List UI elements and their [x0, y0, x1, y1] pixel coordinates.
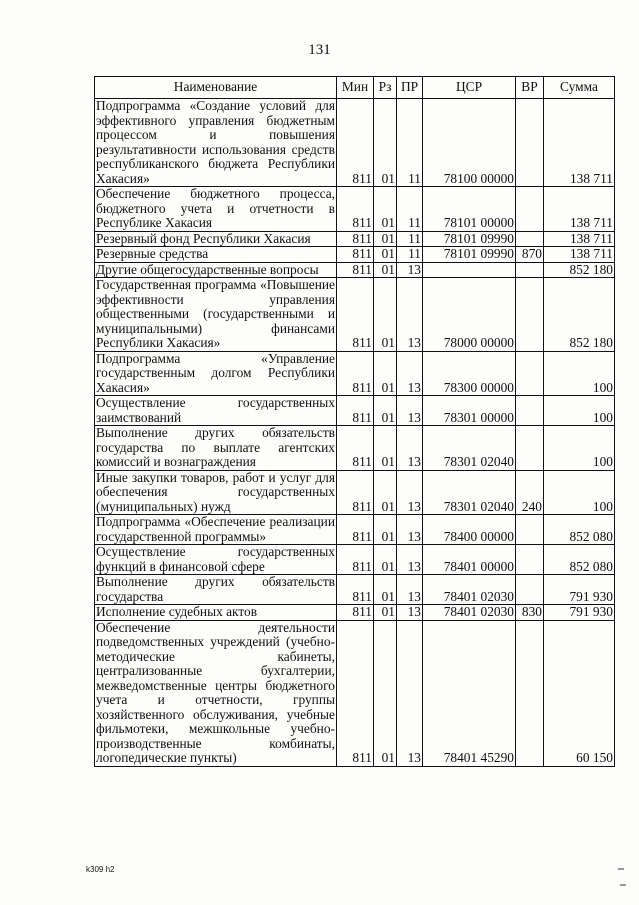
cell-csr: 78301 00000 — [423, 396, 516, 426]
cell-sum: 100 — [544, 426, 615, 471]
cell-pr: 13 — [397, 351, 423, 396]
cell-csr: 78301 02040 — [423, 426, 516, 471]
cell-pr: 13 — [397, 262, 423, 278]
cell-pr: 13 — [397, 515, 423, 545]
cell-vr: 830 — [516, 605, 544, 621]
cell-rz: 01 — [374, 470, 397, 515]
cell-csr: 78401 02030 — [423, 575, 516, 605]
cell-name: Другие общегосударственные вопросы — [95, 262, 337, 278]
cell-rz: 01 — [374, 231, 397, 247]
cell-pr: 11 — [397, 99, 423, 187]
cell-min: 811 — [337, 396, 374, 426]
cell-min: 811 — [337, 247, 374, 263]
table-row — [95, 515, 615, 545]
cell-sum: 791 930 — [544, 605, 615, 621]
cell-name: Подпрограмма «Управление государственным долгом Республики Хакасия» — [96, 350, 335, 395]
cell-sum: 138 711 — [544, 187, 615, 232]
cell-vr — [516, 545, 544, 575]
cell-pr: 13 — [397, 545, 423, 575]
cell-name: Выполнение других обязательств государства — [96, 574, 335, 604]
cell-pr: 11 — [397, 187, 423, 232]
cell-min: 811 — [337, 278, 374, 352]
cell-csr: 78301 02040 — [423, 470, 516, 515]
cell-vr: 240 — [516, 470, 544, 515]
cell-sum: 852 080 — [544, 545, 615, 575]
cell-rz: 01 — [374, 426, 397, 471]
header-rz: Рз — [374, 77, 397, 99]
cell-min: 811 — [337, 187, 374, 232]
cell-sum: 138 711 — [544, 99, 615, 187]
table-row — [95, 575, 615, 605]
cell-min: 811 — [337, 545, 374, 575]
cell-name: Подпрограмма «Обеспечение реализации государственной программы» — [96, 514, 335, 544]
header-sum: Сумма — [544, 77, 615, 99]
cell-min: 811 — [337, 262, 374, 278]
page-number: 131 — [308, 42, 331, 58]
table-row — [95, 187, 615, 232]
cell-csr: 78101 09990 — [423, 247, 516, 263]
cell-rz: 01 — [374, 351, 397, 396]
cell-csr: 78101 09990 — [423, 231, 516, 247]
cell-name: Подпрограмма «Создание условий для эффективного управления бюджетным процессом и повышения результативности использования средств республиканского бюджета Республики Хакасия» — [96, 98, 335, 186]
cell-csr: 78100 00000 — [423, 99, 516, 187]
cell-vr — [516, 278, 544, 352]
table-row — [95, 231, 615, 247]
header-name: Наименование — [95, 77, 337, 99]
header-min: Мин — [337, 77, 374, 99]
cell-min: 811 — [337, 620, 374, 766]
cell-rz: 01 — [374, 575, 397, 605]
cell-sum: 100 — [544, 351, 615, 396]
table-row — [95, 278, 615, 352]
cell-sum: 100 — [544, 470, 615, 515]
cell-pr: 11 — [397, 231, 423, 247]
cell-vr — [516, 575, 544, 605]
cell-sum: 852 180 — [544, 262, 615, 278]
footer-code: k309 h2 — [86, 865, 115, 874]
cell-sum: 852 180 — [544, 278, 615, 352]
table-row — [95, 99, 615, 187]
cell-rz: 01 — [374, 99, 397, 187]
header-pr: ПР — [397, 77, 423, 99]
cell-vr — [516, 262, 544, 278]
cell-min: 811 — [337, 426, 374, 471]
cell-name: Осуществление государственных заимствований — [96, 395, 335, 425]
cell-vr — [516, 620, 544, 766]
cell-pr: 13 — [397, 575, 423, 605]
cell-vr — [516, 187, 544, 232]
cell-name: Иные закупки товаров, работ и услуг для обеспечения государственных (муниципальных) нужд — [96, 469, 335, 514]
cell-pr: 13 — [397, 470, 423, 515]
cell-csr: 78101 00000 — [423, 187, 516, 232]
cell-pr: 13 — [397, 278, 423, 352]
cell-sum: 138 711 — [544, 231, 615, 247]
scan-margin-mark — [620, 884, 626, 886]
cell-sum: 60 150 — [544, 620, 615, 766]
cell-rz: 01 — [374, 605, 397, 621]
cell-min: 811 — [337, 575, 374, 605]
cell-name: Исполнение судебных актов — [95, 605, 337, 621]
table-row — [95, 262, 615, 278]
scan-margin-mark — [618, 868, 624, 870]
cell-name: Обеспечение бюджетного процесса, бюджетного учета и отчетности в Республике Хакасия — [96, 186, 335, 230]
cell-name: Государственная программа «Повышение эффективности управления общественными (государственными и муниципальными) финансами Республики Хакасия» — [96, 277, 335, 350]
cell-rz: 01 — [374, 278, 397, 352]
cell-rz: 01 — [374, 620, 397, 766]
cell-rz: 01 — [374, 262, 397, 278]
cell-pr: 13 — [397, 605, 423, 621]
cell-rz: 01 — [374, 247, 397, 263]
cell-rz: 01 — [374, 515, 397, 545]
cell-sum: 791 930 — [544, 575, 615, 605]
cell-sum: 138 711 — [544, 247, 615, 263]
cell-name: Обеспечение деятельности подведомственных учреждений (учебно-методические кабинеты, централизованные бухгалтерии, межведомственные центры бюджетного учета и отчетности, группы хозяйственного обслуживания, учебные фильмотеки, межшкольные учебно-производственные комбинаты, логопедические пункты) — [96, 619, 335, 765]
cell-min: 811 — [337, 351, 374, 396]
table-row — [95, 545, 615, 575]
cell-name: Резервный фонд Республики Хакасия — [95, 231, 337, 247]
cell-csr: 78401 45290 — [423, 620, 516, 766]
cell-min: 811 — [337, 231, 374, 247]
table-row — [95, 247, 615, 263]
header-vr: ВР — [516, 77, 544, 99]
cell-vr — [516, 231, 544, 247]
cell-pr: 11 — [397, 247, 423, 263]
cell-name: Осуществление государственных функций в финансовой сфере — [96, 544, 335, 574]
table-row — [95, 470, 615, 515]
cell-csr: 78400 00000 — [423, 515, 516, 545]
cell-csr: 78401 00000 — [423, 545, 516, 575]
table-row — [95, 426, 615, 471]
cell-min: 811 — [337, 515, 374, 545]
cell-vr: 870 — [516, 247, 544, 263]
budget-table — [94, 76, 615, 767]
cell-rz: 01 — [374, 396, 397, 426]
cell-min: 811 — [337, 470, 374, 515]
table-row — [95, 620, 615, 766]
header-csr: ЦСР — [423, 77, 516, 99]
cell-min: 811 — [337, 605, 374, 621]
cell-name: Выполнение других обязательств государства по выплате агентских комиссий и вознаграждения — [96, 425, 335, 469]
cell-pr: 13 — [397, 426, 423, 471]
cell-name: Резервные средства — [95, 247, 337, 263]
cell-csr: 78401 02030 — [423, 605, 516, 621]
cell-min: 811 — [337, 99, 374, 187]
cell-rz: 01 — [374, 187, 397, 232]
cell-csr — [423, 262, 516, 278]
cell-pr: 13 — [397, 620, 423, 766]
cell-csr: 78000 00000 — [423, 278, 516, 352]
cell-vr — [516, 426, 544, 471]
table-row — [95, 396, 615, 426]
cell-sum: 852 080 — [544, 515, 615, 545]
table-row — [95, 605, 615, 621]
table-row — [95, 351, 615, 396]
cell-sum: 100 — [544, 396, 615, 426]
cell-csr: 78300 00000 — [423, 351, 516, 396]
cell-pr: 13 — [397, 396, 423, 426]
cell-vr — [516, 351, 544, 396]
cell-vr — [516, 396, 544, 426]
cell-vr — [516, 99, 544, 187]
cell-vr — [516, 515, 544, 545]
table-header-row — [95, 77, 615, 99]
cell-rz: 01 — [374, 545, 397, 575]
